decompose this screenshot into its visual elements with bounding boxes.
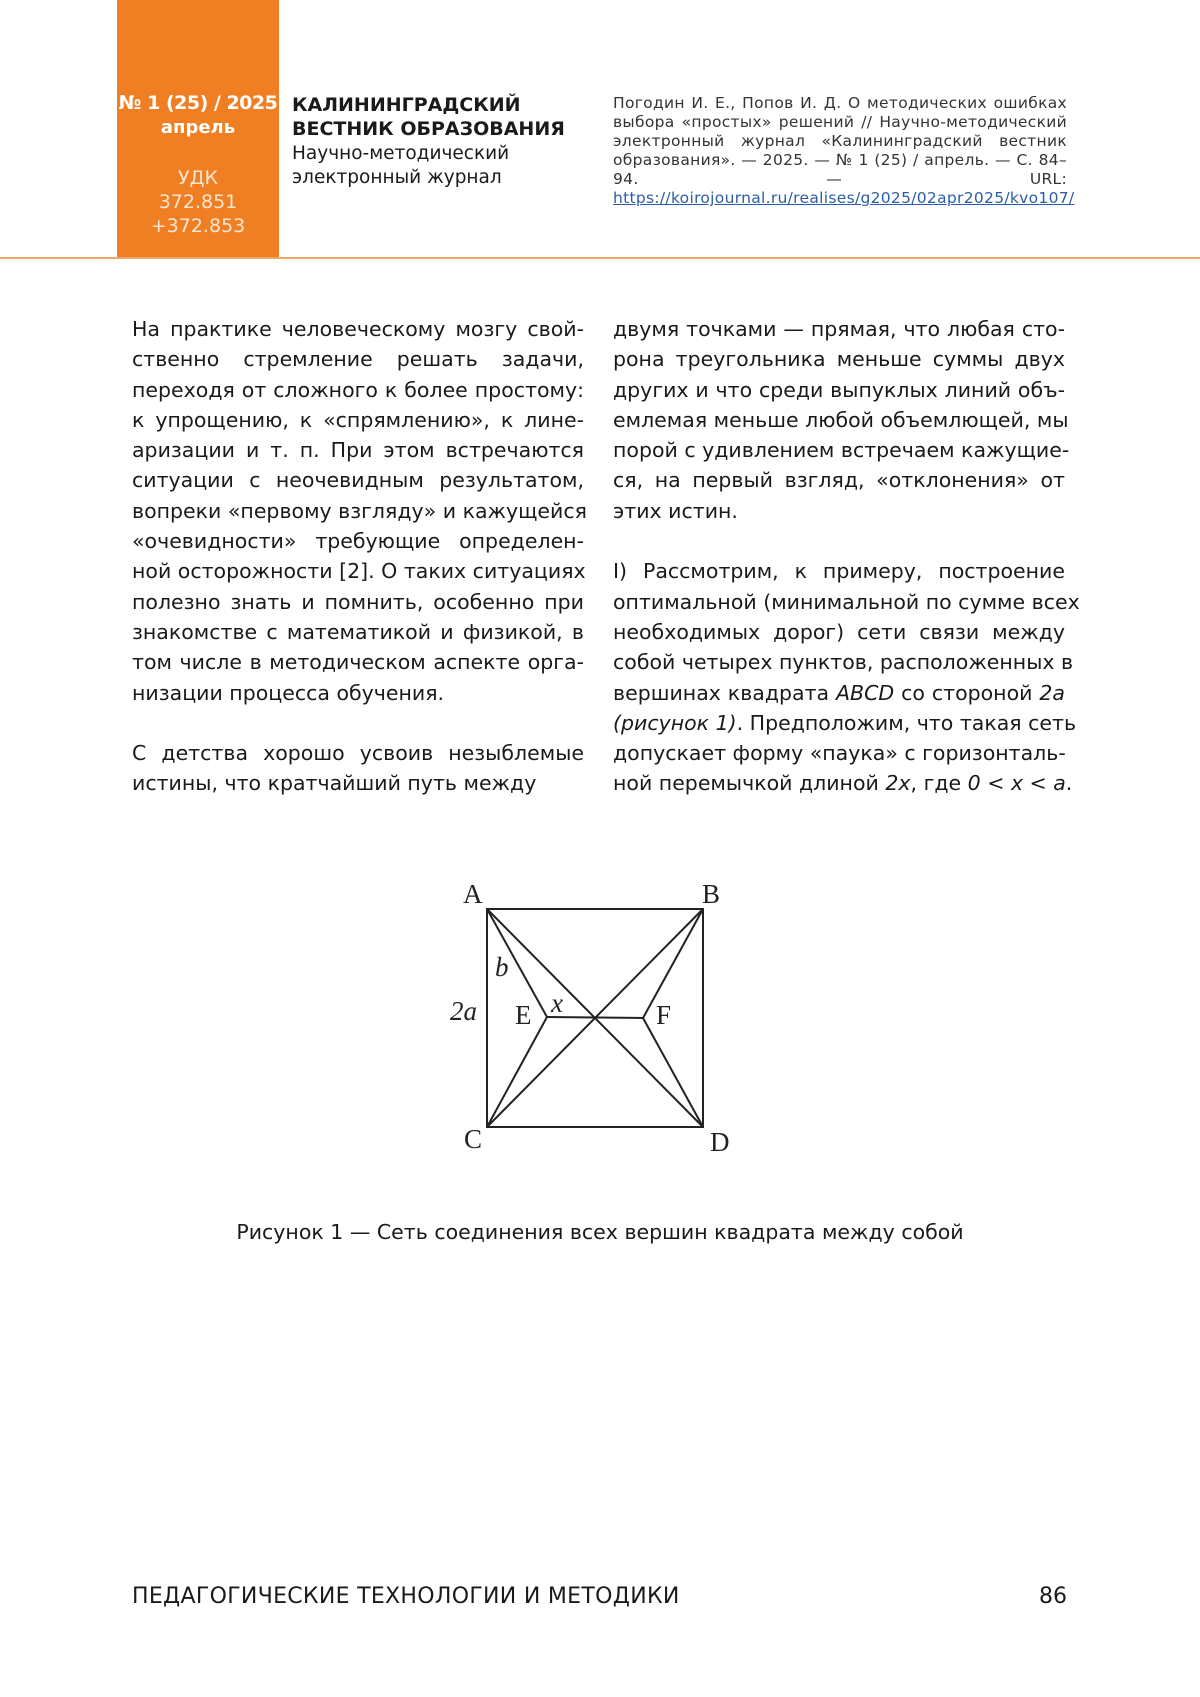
text-segment: ной осторожности [2]. О таких ситуациях <box>132 559 586 583</box>
text-segment: «очевидности» требующие определен- <box>132 529 584 553</box>
text-line <box>613 708 1065 738</box>
text-line <box>613 344 1065 374</box>
journal-subtitle-line: электронный журнал <box>292 166 509 190</box>
text-column-left <box>132 314 584 799</box>
page-number: 86 <box>1039 1584 1067 1609</box>
label-d: D <box>710 1127 730 1157</box>
journal-subtitle-line: Научно-методический <box>292 142 509 166</box>
label-a: A <box>463 879 483 909</box>
text-line <box>132 375 584 405</box>
text-line <box>132 344 584 374</box>
text-segment: низации процесса обучения. <box>132 681 444 705</box>
journal-title-line: КАЛИНИНГРАДСКИЙ <box>292 93 565 117</box>
label-side-length: 2a <box>450 996 477 1026</box>
text-segment: ситуации с неочевидным результатом, <box>132 468 584 492</box>
text-segment: аризации и т. п. При этом встречаются <box>132 438 584 462</box>
label-c: C <box>464 1124 482 1154</box>
text-line <box>132 314 584 344</box>
text-segment: . <box>1066 771 1073 795</box>
citation <box>613 94 1067 208</box>
text-segment: С детства хорошо усвоив незыблемые <box>132 741 584 765</box>
text-segment: полезно знать и помнить, особенно при <box>132 590 584 614</box>
journal-subtitle <box>292 142 509 190</box>
text-segment: , где <box>911 771 968 795</box>
issue-badge <box>117 0 279 257</box>
figure-square-network <box>430 860 770 1190</box>
label-b-length: b <box>495 952 509 982</box>
text-segment: истины, что кратчайший путь между <box>132 771 536 795</box>
text-line <box>132 405 584 435</box>
text-line <box>132 678 584 708</box>
figure-caption: Рисунок 1 — Сеть соединения всех вершин квадрата между собой <box>0 1220 1200 1244</box>
text-line <box>613 465 1065 495</box>
text-line <box>132 587 584 617</box>
udk-value: +372.853 <box>117 214 279 238</box>
text-line <box>613 435 1065 465</box>
edges-bf-df <box>643 909 703 1127</box>
text-segment: со стороной <box>894 681 1039 705</box>
text-segment: оптимальной (минимальной по сумме всех <box>613 590 1080 614</box>
text-line <box>132 526 584 556</box>
text-segment: . Предположим, что такая сеть <box>737 711 1076 735</box>
text-line <box>132 556 584 586</box>
text-segment: порой с удивлением встречаем кажущие- <box>613 438 1069 462</box>
text-segment: к упрощению, к «спрямлению», к лине- <box>132 408 584 432</box>
text-line <box>613 768 1065 798</box>
text-segment: этих истин. <box>613 499 738 523</box>
paragraph-gap <box>613 526 1065 556</box>
text-line <box>132 738 584 768</box>
text-segment: емлемая меньше любой объемлющей, мы <box>613 408 1069 432</box>
text-line <box>613 556 1065 586</box>
text-line <box>132 647 584 677</box>
text-segment: других и что среди выпуклых линий объ- <box>613 378 1065 402</box>
text-line <box>132 465 584 495</box>
udk-value: 372.851 <box>117 190 279 214</box>
text-line <box>132 496 584 526</box>
text-segment: двумя точками — прямая, что любая сто- <box>613 317 1065 341</box>
italic-term: 2a <box>1039 681 1065 705</box>
text-segment: ся, на первый взгляд, «отклонения» от <box>613 468 1065 492</box>
text-segment: собой четырех пунктов, расположенных в <box>613 650 1073 674</box>
label-b: B <box>702 879 720 909</box>
udk-label: УДК <box>117 166 279 190</box>
text-line <box>613 647 1065 677</box>
text-line <box>132 435 584 465</box>
citation-link[interactable]: https://koirojournal.ru/realises/g2025/02apr2025/kvo107/ <box>613 189 1074 207</box>
text-line <box>613 617 1065 647</box>
text-segment: том числе в методическом аспекте орга- <box>132 650 584 674</box>
issue-number: № 1 (25) / 2025 <box>117 92 279 114</box>
text-line <box>613 314 1065 344</box>
issue-month: апрель <box>117 117 279 138</box>
journal-title <box>292 93 565 141</box>
text-segment: рона треугольника меньше суммы двух <box>613 347 1065 371</box>
journal-title-line: ВЕСТНИК ОБРАЗОВАНИЯ <box>292 117 565 141</box>
text-segment: допускает форму «паука» с горизонталь- <box>613 741 1066 765</box>
text-line <box>613 375 1065 405</box>
text-segment: На практике человеческому мозгу свой- <box>132 317 584 341</box>
label-e: E <box>515 1000 532 1030</box>
text-line <box>613 738 1065 768</box>
text-segment: вопреки «первому взгляду» и кажущейся <box>132 499 587 523</box>
label-f: F <box>656 1000 671 1030</box>
label-x-length: x <box>550 988 563 1018</box>
italic-term: (рисунок 1) <box>613 711 737 735</box>
italic-term: 0 < x < a <box>968 771 1066 795</box>
text-segment: вершинах квадрата <box>613 681 836 705</box>
text-line <box>613 496 1065 526</box>
text-line <box>613 405 1065 435</box>
text-segment: I) Рассмотрим, к примеру, построение <box>613 559 1065 583</box>
text-line <box>132 617 584 647</box>
paragraph-gap <box>132 708 584 738</box>
text-line <box>613 587 1065 617</box>
italic-term: 2x <box>885 771 910 795</box>
text-segment: переходя от сложного к более простому: <box>132 378 584 402</box>
text-line <box>613 678 1065 708</box>
text-segment: ственно стремление решать задачи, <box>132 347 584 371</box>
header-divider <box>0 257 1200 259</box>
text-segment: знакомстве с математикой и физикой, в <box>132 620 584 644</box>
text-line <box>132 768 584 798</box>
citation-text: Погодин И. Е., Попов И. Д. О методических ошибках выбора «простых» решений // Научно-методический электронный журнал «Калининградский вестник образования». — 2025. — № 1 (25) / апрель. — С. 84–94. — URL: <box>613 94 1067 188</box>
text-segment: необходимых дорог) сети связи между <box>613 620 1065 644</box>
italic-term: ABCD <box>836 681 894 705</box>
udk-code <box>117 166 279 238</box>
section-footer: ПЕДАГОГИЧЕСКИЕ ТЕХНОЛОГИИ И МЕТОДИКИ <box>132 1584 680 1609</box>
text-segment: ной перемычкой длиной <box>613 771 885 795</box>
text-column-right <box>613 314 1065 799</box>
